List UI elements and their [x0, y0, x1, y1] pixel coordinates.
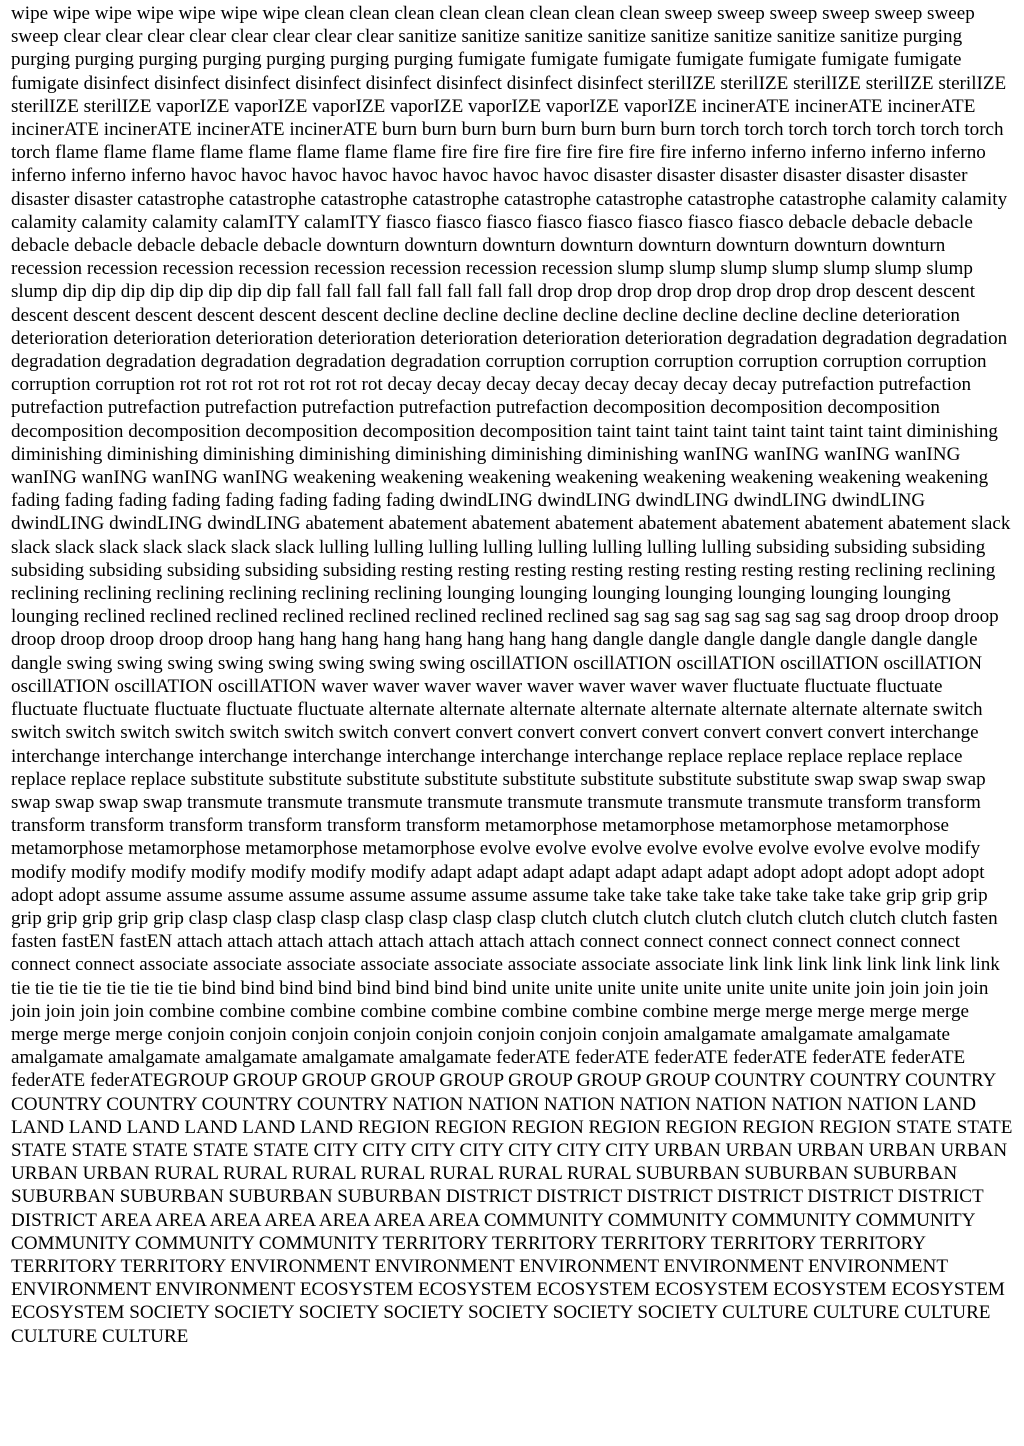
body-text: wipe wipe wipe wipe wipe wipe wipe clean clean clean clean clean clean clean clean sweep sweep sweep sweep sweep sweep sweep clear clear clear clear clear clear clear clear sanitize sanitize sanitize sanitize sanitize sanitize sanitize sanitize purging purging purging purging purging purging purging purging fumigate fumigate fumigate fumigate fumigate fumigate fumigate fumigate disinfect disinfect disinfect disinfect disinfect disinfect disinfect disinfect sterilIZE sterilIZE sterilIZE sterilIZE sterilIZE sterilIZE sterilIZE vaporIZE vaporIZE vaporIZE vaporIZE vaporIZE vaporIZE vaporIZE incinerATE incinerATE incinerATE incinerATE incinerATE incinerATE incinerATE burn burn burn burn burn burn burn burn torch torch torch torch torch torch torch torch flame flame flame flame flame flame flame flame fire fire fire fire fire fire fire fire inferno inferno inferno inferno inferno inferno inferno inferno havoc havoc havoc havoc havoc havoc havoc havoc disaster disaster disaster disaster disaster disaster disaster disaster catastrophe catastrophe catastrophe catastrophe catastrophe catastrophe catastrophe catastrophe calamity calamity calamity calamity calamity calamITY calamITY fiasco fiasco fiasco fiasco fiasco fiasco fiasco fiasco debacle debacle debacle debacle debacle debacle debacle debacle downturn downturn downturn downturn downturn downturn downturn downturn recession recession recession recession recession recession recession recession slump slump slump slump slump slump slump slump dip dip dip dip dip dip dip dip fall fall fall fall fall fall fall fall drop drop drop drop drop drop drop drop descent descent descent descent descent descent descent descent decline decline decline decline decline decline decline decline deterioration deterioration deterioration deterioration deterioration deterioration deterioration deterioration degradation degradation degradation degradation degradation degradation degradation degradation corruption corruption corruption corruption corruption corruption corruption corruption rot rot rot rot rot rot rot rot decay decay decay decay decay decay decay decay putrefaction putrefaction putrefaction putrefaction putrefaction putrefaction putrefaction putrefaction decomposition decomposition decomposition decomposition decomposition decomposition decomposition decomposition taint taint taint taint taint taint taint taint diminishing diminishing diminishing diminishing diminishing diminishing diminishing diminishing wanING wanING wanING wanING wanING wanING wanING wanING weakening weakening weakening weakening weakening weakening weakening weakening fading fading fading fading fading fading fading fading dwindLING dwindLING dwindLING dwindLING dwindLING dwindLING dwindLING dwindLING abatement abatement abatement abatement abatement abatement abatement abatement slack slack slack slack slack slack slack slack lulling lulling lulling lulling lulling lulling lulling lulling subsiding subsiding subsiding subsiding subsiding subsiding subsiding subsiding resting resting resting resting resting resting resting resting reclining reclining reclining reclining reclining reclining reclining reclining lounging lounging lounging lounging lounging lounging lounging lounging reclined reclined reclined reclined reclined reclined reclined reclined sag sag sag sag sag sag sag sag droop droop droop droop droop droop droop droop hang hang hang hang hang hang hang hang dangle dangle dangle dangle dangle dangle dangle dangle swing swing swing swing swing swing swing swing oscillATION oscillATION oscillATION oscillATION oscillATION oscillATION oscillATION oscillATION waver waver waver waver waver waver waver waver fluctuate fluctuate fluctuate fluctuate fluctuate fluctuate fluctuate fluctuate alternate alternate alternate alternate alternate alternate alternate alternate switch switch switch switch switch switch switch switch convert convert convert convert convert convert convert convert interchange interchange interchange interchange interchange interchange interchange interchange replace replace replace replace replace replace replace replace substitute substitute substitute substitute substitute substitute substitute substitute swap swap swap swap swap swap swap swap transmute transmute transmute transmute transmute transmute transmute transmute transform transform transform transform transform transform transform transform metamorphose metamorphose metamorphose metamorphose metamorphose metamorphose metamorphose metamorphose evolve evolve evolve evolve evolve evolve evolve evolve modify modify modify modify modify modify modify modify adapt adapt adapt adapt adapt adapt adapt adopt adopt adopt adopt adopt adopt adopt assume assume assume assume assume assume assume assume take take take take take take take take grip grip grip grip grip grip grip grip clasp clasp clasp clasp clasp clasp clasp clasp clutch clutch clutch clutch clutch clutch clutch clutch fasten fasten fastEN fastEN attach attach attach attach attach attach attach attach connect connect connect connect connect connect connect connect associate associate associate associate associate associate associate associate link link link link link link link link tie tie tie tie tie tie tie tie bind bind bind bind bind bind bind bind unite unite unite unite unite unite unite unite join join join join join join join join combine combine combine combine combine combine combine combine merge merge merge merge merge merge merge merge conjoin conjoin conjoin conjoin conjoin conjoin conjoin conjoin amalgamate amalgamate amalgamate amalgamate amalgamate amalgamate amalgamate amalgamate federATE federATE federATE federATE federATE federATE federATE federATEGROUP GROUP GROUP GROUP GROUP GROUP GROUP GROUP COUNTRY COUNTRY COUNTRY COUNTRY COUNTRY COUNTRY COUNTRY NATION NATION NATION NATION NATION NATION NATION LAND LAND LAND LAND LAND LAND LAND REGION REGION REGION REGION REGION REGION REGION STATE STATE STATE STATE STATE STATE STATE CITY CITY CITY CITY CITY CITY CITY URBAN URBAN URBAN URBAN URBAN URBAN URBAN RURAL RURAL RURAL RURAL RURAL RURAL RURAL SUBURBAN SUBURBAN SUBURBAN SUBURBAN SUBURBAN SUBURBAN SUBURBAN DISTRICT DISTRICT DISTRICT DISTRICT DISTRICT DISTRICT DISTRICT AREA AREA AREA AREA AREA AREA AREA COMMUNITY COMMUNITY COMMUNITY COMMUNITY COMMUNITY COMMUNITY COMMUNITY TERRITORY TERRITORY TERRITORY TERRITORY TERRITORY TERRITORY TERRITORY ENVIRONMENT ENVIRONMENT ENVIRONMENT ENVIRONMENT ENVIRONMENT ENVIRONMENT ENVIRONMENT ECOSYSTEM ECOSYSTEM ECOSYSTEM ECOSYSTEM ECOSYSTEM ECOSYSTEM ECOSYSTEM SOCIETY SOCIETY SOCIETY SOCIETY SOCIETY SOCIETY SOCIETY CULTURE CULTURE CULTURE CULTURE CULTURE — [11, 3, 1013, 1347]
